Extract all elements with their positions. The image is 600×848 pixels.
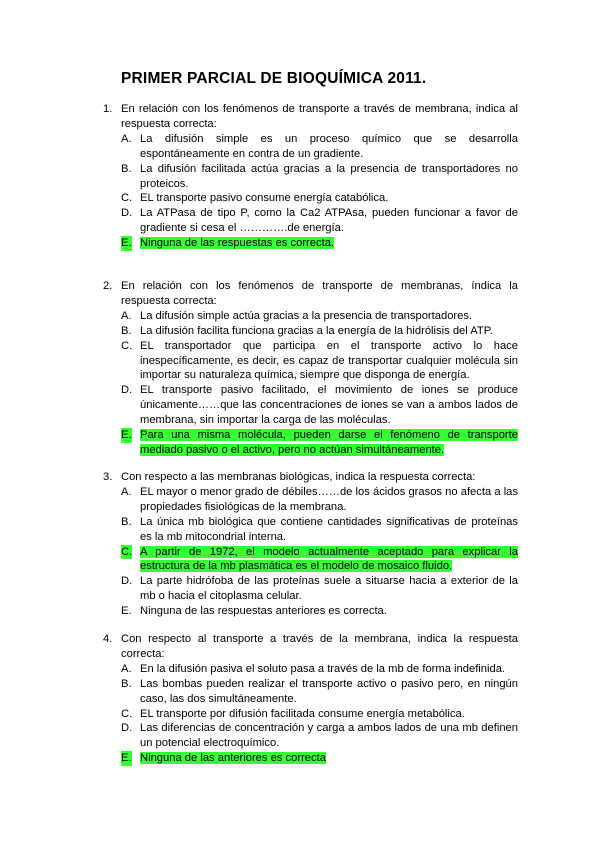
option-text: En la difusión pasiva el soluto pasa a través de la mb de forma indefinida.	[140, 662, 506, 675]
option-text: EL mayor o menor grado de débiles……de los ácidos grasos no afecta a las propiedades fisiológicas de la membrana.	[140, 485, 518, 513]
question-number: 2.	[103, 280, 113, 292]
option-list	[100, 132, 518, 251]
answer-option-c	[100, 191, 518, 206]
question-stem	[100, 279, 518, 309]
option-letter: E.	[121, 605, 132, 618]
option-text: La única mb biológica que contiene cantidades significativas de proteínas es la mb mitocondrial interna.	[140, 515, 518, 543]
option-letter: B.	[121, 515, 132, 528]
highlighted-answer-text: Para una misma molécula, pueden darse el fenómeno de transporte mediado pasivo o el activo, pero no actúan simultáneamente.	[140, 429, 518, 456]
answer-option-c	[100, 707, 518, 722]
answer-option-b	[100, 324, 518, 339]
option-text: EL transportador que participa en el transporte activo lo hace inespecíficamente, es decir, es capaz de transportar cualquier molécula sin importar su naturaleza química, siempre que disponga de energía.	[140, 339, 518, 382]
option-list	[100, 485, 518, 619]
option-text: Ninguna de las respuestas anteriores es correcta.	[140, 605, 387, 618]
option-letter: B.	[121, 677, 132, 690]
option-text: EL transporte pasivo consume energía catabólica.	[140, 192, 389, 205]
question-text: En relación con los fenómenos de transporte a través de membrana, indica al respuesta correcta:	[121, 103, 518, 130]
answer-option-d	[100, 206, 518, 236]
answer-option-b	[100, 515, 518, 545]
question-number: 3.	[103, 471, 113, 483]
question-number: 4.	[103, 633, 113, 645]
question-3	[100, 470, 518, 619]
question-text: Con respecto al transporte a través de la membrana, indica la respuesta correcta:	[121, 633, 518, 660]
option-letter: C.	[121, 192, 133, 205]
answer-option-d	[100, 574, 518, 604]
option-letter: C.	[121, 707, 133, 720]
option-letter: D.	[121, 207, 133, 220]
option-text: EL transporte por difusión facilitada consume energía metabólica.	[140, 707, 465, 720]
answer-option-e	[100, 236, 518, 251]
option-letter: B.	[121, 162, 132, 175]
question-1	[100, 102, 518, 251]
answer-option-a	[100, 309, 518, 324]
question-text: En relación con los fenómenos de transporte de membranas, índica la respuesta correcta:	[121, 280, 518, 307]
option-text: La ATPasa de tipo P, como la Ca2 ATPAsa, pueden funcionar a favor de gradiente si cesa el ………….de energía.	[140, 207, 518, 235]
highlighted-answer-text: A partir de 1972, el modelo actualmente aceptado para explicar la estructura de la mb plasmática es el modelo de mosaico fluido.	[140, 545, 518, 573]
option-text: La difusión simple actúa gracias a la presencia de transportadores.	[140, 309, 473, 322]
option-letter: A.	[121, 485, 132, 498]
option-letter: A.	[121, 309, 132, 322]
answer-option-a	[100, 132, 518, 162]
answer-option-b	[100, 162, 518, 192]
option-letter: D.	[121, 384, 133, 397]
answer-option-d	[100, 383, 518, 428]
option-letter: B.	[121, 324, 132, 337]
answer-option-c	[100, 545, 518, 575]
question-stem	[100, 102, 518, 132]
option-letter: A.	[121, 132, 132, 145]
option-text: La difusión facilita funciona gracias a la energía de la hidrólisis del ATP.	[140, 324, 493, 337]
option-letter: D.	[121, 575, 133, 588]
option-text: La difusión facilitada actúa gracias a la presencia de transportadores no proteicos.	[140, 162, 518, 190]
question-stem	[100, 470, 518, 485]
answer-option-c	[100, 339, 518, 384]
option-text: La difusión simple es un proceso químico que se desarrolla espontáneamente en contra de un gradiente.	[140, 132, 518, 160]
option-text: La parte hidrófoba de las proteínas suele a situarse hacia a exterior de la mb o hacia el citoplasma celular.	[140, 575, 518, 603]
highlighted-answer-text: Ninguna de las respuestas es correcta.	[140, 237, 335, 250]
option-letter: E.	[121, 752, 132, 765]
option-letter: C.	[121, 339, 133, 352]
question-text: Con respecto a las membranas biológicas, indica la respuesta correcta:	[121, 471, 476, 483]
answer-option-e	[100, 604, 518, 619]
answer-option-a	[100, 485, 518, 515]
question-number: 1.	[103, 103, 113, 115]
option-letter: D.	[121, 722, 133, 735]
page-title: PRIMER PARCIAL DE BIOQUÍMICA 2011.	[121, 70, 427, 87]
option-list	[100, 662, 518, 766]
answer-option-e	[100, 751, 518, 766]
option-list	[100, 309, 518, 458]
option-letter: E.	[121, 429, 132, 442]
option-text: Las diferencias de concentración y carga a ambos lados de una mb definen un potencial electroquímico.	[140, 722, 518, 750]
option-letter: A.	[121, 662, 132, 675]
option-text: Las bombas pueden realizar el transporte activo o pasivo pero, en ningún caso, las dos simultáneamente.	[140, 677, 518, 705]
option-letter: C.	[121, 545, 133, 558]
highlighted-answer-text: Ninguna de las anteriores es correcta	[140, 752, 326, 765]
answer-option-e	[100, 428, 518, 458]
option-text: EL transporte pasivo facilitado, el movimiento de iones se produce únicamente……que las concentraciones de iones se van a ambos lados de membrana, sin importar la carga de las moléculas.	[140, 384, 518, 427]
question-2	[100, 279, 518, 458]
answer-option-a	[100, 662, 518, 677]
question-4	[100, 632, 518, 766]
answer-option-d	[100, 721, 518, 751]
option-letter: E.	[121, 237, 132, 250]
question-stem	[100, 632, 518, 662]
answer-option-b	[100, 677, 518, 707]
